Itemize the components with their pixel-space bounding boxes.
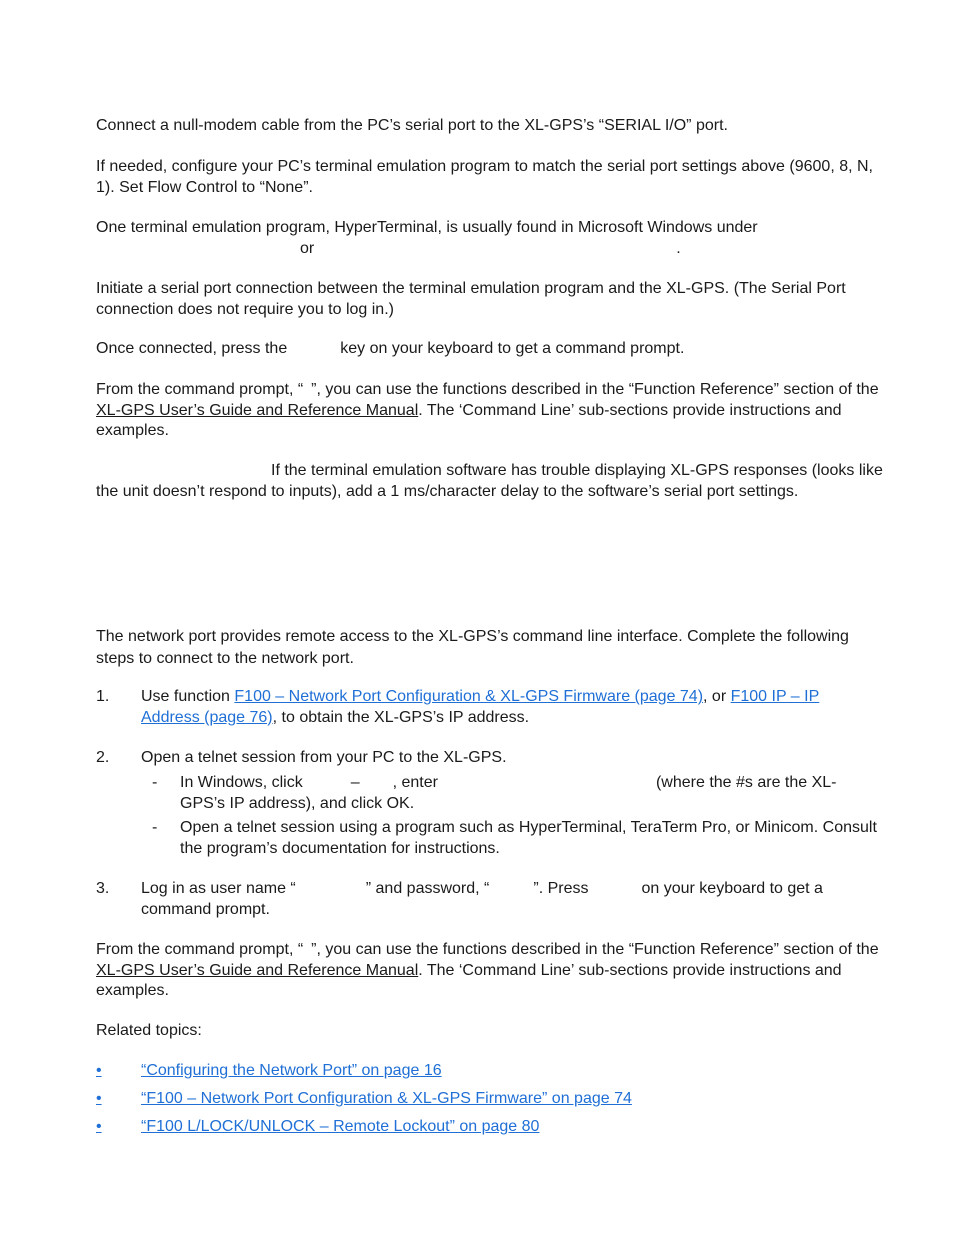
prompt-text-a: From the command prompt, “	[96, 381, 304, 398]
serial-step-connect-cable: Connect a null-modem cable from the PC’s serial port to the XL-GPS’s “SERIAL I/O” port.	[96, 117, 728, 134]
prompt-text-b: ”, you can use the functions described in the “Function Reference” section of the	[311, 381, 879, 398]
sub-step-windows-telnet	[180, 773, 880, 814]
serial-configure-settings: If needed, configure your PC’s terminal emulation program to match the serial port settings above (9600, 8, N, 1). Set Flow Control to “None”.	[96, 158, 873, 196]
serial-command-prompt-info	[96, 380, 886, 442]
related-topics-heading: Related topics:	[96, 1022, 202, 1039]
f100-ip-address-link[interactable]: F100 IP – IP Address (page 76)	[141, 688, 820, 726]
sub1-text-c: , enter	[392, 774, 438, 791]
sub1-text-a: In Windows, click	[180, 774, 303, 791]
step-3-number: 3.	[96, 880, 110, 897]
f100-network-config-link[interactable]: F100 – Network Port Configuration & XL-GPS Firmware (page 74)	[234, 688, 704, 705]
step-3-text-b: ” and password, “	[365, 880, 490, 897]
hyperterminal-text: One terminal emulation program, HyperTerminal, is usually found in Microsoft Windows under	[96, 219, 758, 236]
bullet: •	[96, 1118, 102, 1135]
network-intro: The network port provides remote access to the XL-GPS’s command line interface. Complete the following steps to connect to the network port.	[96, 628, 849, 667]
net-prompt-text-a: From the command prompt, “	[96, 941, 304, 958]
sub1-text-b: –	[350, 774, 360, 791]
network-command-prompt-info	[96, 940, 886, 1002]
sub-step-telnet-program: Open a telnet session using a program such as HyperTerminal, TeraTerm Pro, or Minicom. Consult the program’s documentation for instructions.	[180, 819, 877, 857]
related-link-configuring-network-port[interactable]: “Configuring the Network Port” on page 16	[141, 1062, 442, 1079]
sub-step-dash: -	[152, 819, 158, 836]
delay-note-text: If the terminal emulation software has trouble displaying XL-GPS responses (looks like the unit doesn’t respond to inputs), add a 1 ms/character delay to the software’s serial port settings.	[96, 462, 883, 500]
bullet: •	[96, 1062, 102, 1079]
net-prompt-text-c: . The ‘Command Line’ sub-sections provide instructions and examples.	[96, 961, 842, 999]
step-3-text-a: Log in as user name “	[141, 880, 296, 897]
press-key-prompt	[96, 339, 886, 360]
sub-step-dash: -	[152, 774, 158, 791]
related-link-f100-remote-lockout[interactable]: “F100 L/LOCK/UNLOCK – Remote Lockout” on page 80	[141, 1118, 540, 1135]
or-text: or	[300, 239, 315, 257]
step-2-number: 2.	[96, 749, 110, 766]
step-1	[141, 687, 881, 728]
step-3-text-d: on your keyboard to get a command prompt.	[141, 880, 823, 918]
step-1-text-a: Use function	[141, 688, 230, 705]
step-1-number: 1.	[96, 688, 110, 705]
manual-title: XL-GPS User’s Guide and Reference Manual	[96, 401, 419, 419]
press-text: Once connected, press the	[96, 340, 288, 357]
step-3	[141, 879, 881, 920]
period-text: .	[676, 239, 681, 257]
step-1-text-b: , or	[703, 688, 727, 705]
sub1-text-d: (where the #s are the XL-GPS’s IP address), and click OK.	[180, 774, 837, 812]
prompt-text-c: . The ‘Command Line’ sub-sections provide instructions and examples.	[96, 401, 842, 439]
initiate-serial-connection: Initiate a serial port connection between the terminal emulation program and the XL-GPS. (The Serial Port connection does not require you to log in.)	[96, 280, 846, 318]
related-link-f100-network-config[interactable]: “F100 – Network Port Configuration & XL-GPS Firmware” on page 74	[141, 1090, 632, 1107]
step-1-text-c: , to obtain the XL-GPS’s IP address.	[272, 708, 530, 726]
manual-title: XL-GPS User’s Guide and Reference Manual	[96, 961, 419, 979]
hyperterminal-location	[96, 218, 886, 259]
key-text: key on your keyboard to get a command prompt.	[340, 340, 685, 357]
net-prompt-text-b: ”, you can use the functions described in the “Function Reference” section of the	[311, 941, 879, 958]
bullet: •	[96, 1090, 102, 1107]
step-3-text-c: ”. Press	[533, 880, 589, 897]
delay-note	[96, 461, 886, 502]
step-2: Open a telnet session from your PC to the XL-GPS.	[141, 749, 507, 766]
